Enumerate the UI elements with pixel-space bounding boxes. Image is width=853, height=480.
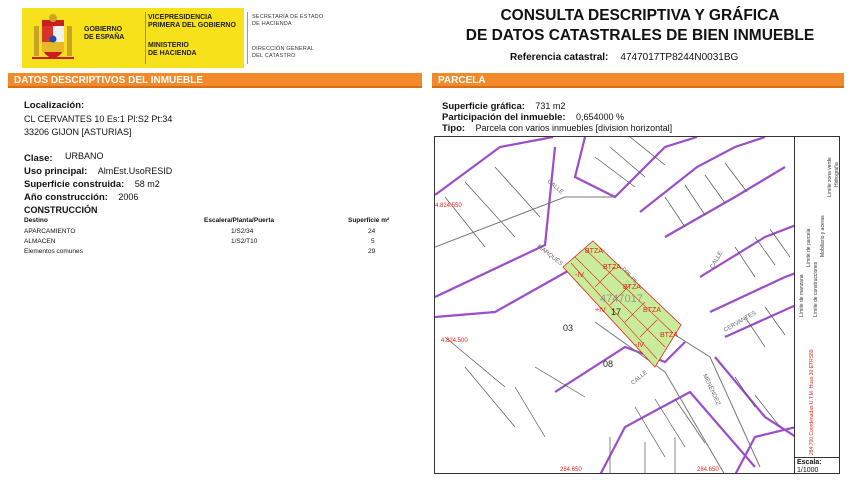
gov-line1: GOBIERNO [84,26,123,33]
dir-line1: DIRECCIÓN GENERAL [252,46,315,52]
page-title [440,6,840,46]
sec-line2: DE HACIENDA [252,21,292,27]
header-divider-2 [247,12,248,64]
lot-08: 08 [603,359,614,369]
th-escalera: Escalera/Planta/Puerta [204,217,275,224]
street-edges [435,197,760,474]
parcel-number: 17 [611,307,622,317]
ministerio-label [148,42,243,58]
coord-x1: 284.650 [560,467,582,473]
vice-line2: PRIMERA DEL GOBIERNO [148,22,236,29]
secretaria-label [252,14,332,28]
utm-note: 284.700 Coordenadas U.T.M. Huso 30 ETRS89 [809,349,815,455]
table-row-superficie: 5 [371,238,375,245]
cadastral-map[interactable] [434,136,795,474]
anio-label: Año construcción: [24,192,108,203]
legend-manzana: Límite de manzana [799,274,805,317]
clase-value: URBANO [64,151,104,161]
map-scale [795,458,840,474]
table-row-superficie: 24 [368,228,376,235]
tipo-label: Tipo: [442,123,466,134]
lot-03: 03 [563,323,574,333]
tipo-row [442,118,672,136]
anio-row [24,187,138,205]
min-line1: MINISTERIO [148,42,189,49]
table-row-destino: Elementos comunes [24,248,83,255]
coord-x2: 284.650 [697,467,719,473]
header-divider [145,12,146,64]
parcel-annot: BTZA [585,248,603,255]
construccion-title: CONSTRUCCIÓN [24,205,98,215]
parcel-annot: BTZA [603,264,621,271]
street-calle-2: CALLE [630,369,649,387]
gobierno-label [84,26,142,42]
section-bar-parcela: PARCELA [432,73,844,88]
anio-value: 2006 [118,192,139,202]
ref-value[interactable]: 4747017TP8244N0031BG [620,52,739,63]
parcel-annot: BTZA [660,332,678,339]
table-row-destino: ALMACEN [24,238,56,245]
gov-line2: DE ESPAÑA [84,34,125,41]
min-line2: DE HACIENDA [148,50,197,57]
direccion-label [252,46,332,60]
part-label: Participación del inmueble: [442,112,566,123]
table-row-escalera: 1/S2/T10 [231,238,258,245]
scale-value: 1/1000 [797,466,819,474]
map-legend [795,136,840,458]
map-svg [435,137,795,474]
parcel-annot: -IV [575,272,584,279]
localizacion-line1: CL CERVANTES 10 Es:1 Pl:S2 Pt:34 [24,114,173,124]
legend-hidrografia: Hidrografía [834,162,840,187]
part-value: 0,654000 % [575,112,625,122]
table-row-escalera: 1/S2/34 [231,228,254,235]
tipo-value: Parcela con varios inmuebles [division horizontal] [475,123,673,133]
localizacion-label: Localización: [24,100,85,111]
localizacion-line2: 33206 GIJON [ASTURIAS] [24,127,132,137]
legend-zona-verde: Límite zona verde [827,157,833,197]
parcel-annot: BTZA [643,307,661,314]
table-row-destino: APARCAMIENTO [24,228,76,235]
th-superficie: Superficie m² [348,217,390,224]
vicepresidencia-label [148,14,243,30]
uso-value: AlmEst.UsoRESID [97,166,173,176]
title-line2: DE DATOS CATASTRALES DE BIEN INMUEBLE [465,27,815,44]
street-menendez: MENÉNDEZ [701,373,721,407]
referencia-catastral [510,52,738,63]
ref-label: Referencia catastral: [510,52,609,63]
superficie-label: Superficie construida: [24,179,125,190]
th-destino: Destino [24,217,48,224]
title-line1: CONSULTA DESCRIPTIVA Y GRÁFICA [500,7,780,24]
street-cervantes: CERVANTES [723,310,758,334]
scale-label: Escala: [797,459,822,466]
parcel-annot: -IV [635,342,644,349]
superficie-value: 58 m2 [134,179,160,189]
clase-label: Clase: [24,153,53,164]
uso-label: Uso principal: [24,166,88,177]
coord-y2: 4.824.500 [441,338,468,344]
parcel-ref-label: 4747017 [600,293,643,305]
coat-of-arms-icon [30,12,76,64]
parcel-annot: +IV [595,307,606,314]
vice-line1: VICEPRESIDENCIA [148,14,213,21]
sec-line1: SECRETARÍA DE ESTADO [252,14,324,20]
supg-value: 731 m2 [535,101,566,111]
street-dpe: DPE. PE. [620,266,640,287]
supg-label: Superficie gráfica: [442,101,525,112]
legend-parcela: Límite de parcela [806,228,812,267]
street-marques: MARQUÉS [535,243,564,268]
street-calle-1: CALLE [545,178,565,196]
dir-line2: DEL CATASTRO [252,53,296,59]
coord-y1: 4.824.550 [435,203,462,209]
section-bar-datos: DATOS DESCRIPTIVOS DEL INMUEBLE [8,73,422,88]
parcel-annot: BTZA [623,284,641,291]
map-labels [435,179,757,473]
legend-construcciones: Límite de construcciones [813,261,819,317]
table-row-superficie: 29 [368,248,376,255]
legend-mobiliario: Mobiliario y aceras [820,215,826,257]
street-calle-3: CALLE [709,250,725,270]
